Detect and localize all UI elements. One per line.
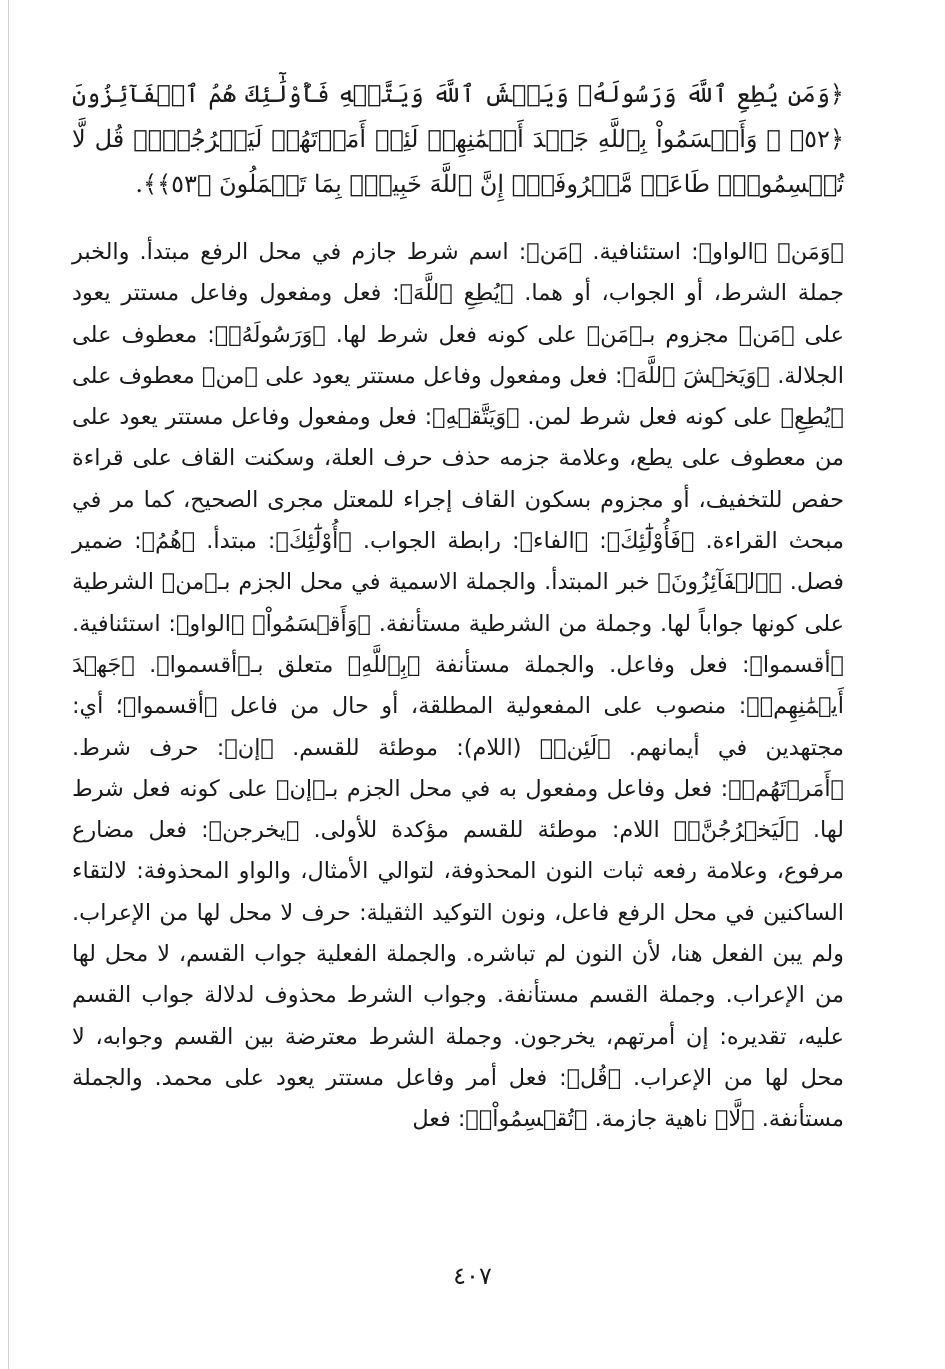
page-edge-line	[8, 0, 9, 1369]
grammatical-commentary: ﴿وَمَن﴾ ﴿الواو﴾: استئنافية. ﴿مَن﴾: اسم شرط جازم في محل الرفع مبتدأ. والخبر جملة الشرط، أو الجواب، أو هما. ﴿يُطِعِ ٱللَّهَ﴾: فعل ومفعول وفاعل مستتر يعود على ﴿مَن﴾ مجزوم بـ﴿مَن﴾ على كونه فعل شرط لها. ﴿وَرَسُولَهُۥ﴾: معطوف على الجلالة. ﴿وَيَخۡشَ ٱللَّهَ﴾: فعل ومفعول وفاعل مستتر يعود على ﴿من﴾ معطوف على ﴿يُطِعِ﴾ على كونه فعل شرط لمن. ﴿وَيَتَّقۡهِ﴾: فعل ومفعول وفاعل مستتر يعود على من معطوف على يطع، وعلامة جزمه حذف حرف العلة، وسكنت القاف على قراءة حفص للتخفيف، أو مجزوم بسكون القاف إجراء للمعتل مجرى الصحيح، كما مر في مبحث القراءة. ﴿فَأُوْلَٰٓئِكَ﴾: ﴿الفاء﴾: رابطة الجواب. ﴿أُوْلَٰٓئِكَ﴾: مبتدأ. ﴿هُمُ﴾: ضمير فصل. ﴿ٱلۡفَآئِزُونَ﴾ خبر المبتدأ. والجملة الاسمية في محل الجزم بـ﴿من﴾ الشرطية على كونها جواباً لها. وجملة من الشرطية مستأنفة. ﴿وَأَقۡسَمُواْ﴾ ﴿الواو﴾: استئنافية. ﴿أقسموا﴾: فعل وفاعل. والجملة مستأنفة ﴿بِٱللَّهِ﴾ متعلق بـ﴿أقسموا﴾. ﴿جَهۡدَ أَيۡمَٰنِهِمۡ﴾: منصوب على المفعولية المطلقة، أو حال من فاعل ﴿أقسموا﴾؛ أي: مجتهدين في أيمانهم. ﴿لَئِنۡ﴾ (اللام): موطئة للقسم. ﴿إن﴾: حرف شرط. ﴿أَمَرۡتَهُمۡ﴾: فعل وفاعل ومفعول به في محل الجزم بـ﴿إن﴾ على كونه فعل شرط لها. ﴿لَيَخۡرُجُنَّۖ﴾ اللام: موطئة للقسم مؤكدة للأولى. ﴿يخرجن﴾: فعل مضارع مرفوع، وعلامة رفعه ثبات النون المحذوفة، لتوالي الأمثال، والواو المحذوفة: لالتقاء الساكنين في محل الرفع فاعل، ونون التوكيد الثقيلة: حرف لا محل لها من الإعراب. ولم يبن الفعل هنا، لأن النون لم تباشره. والجملة الفعلية جواب القسم، لا محل لها من الإعراب. وجملة القسم مستأنفة. وجواب الشرط محذوف لدلالة جواب القسم عليه، تقديره: إن أمرتهم، يخرجون. وجملة الشرط معترضة بين القسم وجوابه، لا محل لها من الإعراب. ﴿قُل﴾: فعل أمر وفاعل مستتر يعود على محمد. والجملة مستأنفة. ﴿لَّا﴾ ناهية جازمة. ﴿تُقۡسِمُواْۖ﴾: فعل	[72, 239, 844, 1133]
page-number: ٤٠٧	[453, 1262, 492, 1290]
quran-verse-block: ﴿وَمَن يُطِعِ ٱللَّهَ وَرَسُولَهُۥ وَيَخۡشَ ٱللَّهَ وَيَتَّقۡهِ فَأُوْلَٰٓئِكَ هُمُ ٱلۡفَآئِزُونَ ﴿٥٢﴾ ۞ وَأَقۡسَمُواْ بِٱللَّهِ جَهۡدَ أَيۡمَٰنِهِمۡ لَئِنۡ أَمَرۡتَهُمۡ لَيَخۡرُجُنَّۖ قُل لَّا تُقۡسِمُواْۖ طَاعَةٞ مَّعۡرُوفَةٌۚ إِنَّ ٱللَّهَ خَبِيرُۢ بِمَا تَعۡمَلُونَ ﴿٥٣﴾﴾.	[72, 80, 844, 198]
